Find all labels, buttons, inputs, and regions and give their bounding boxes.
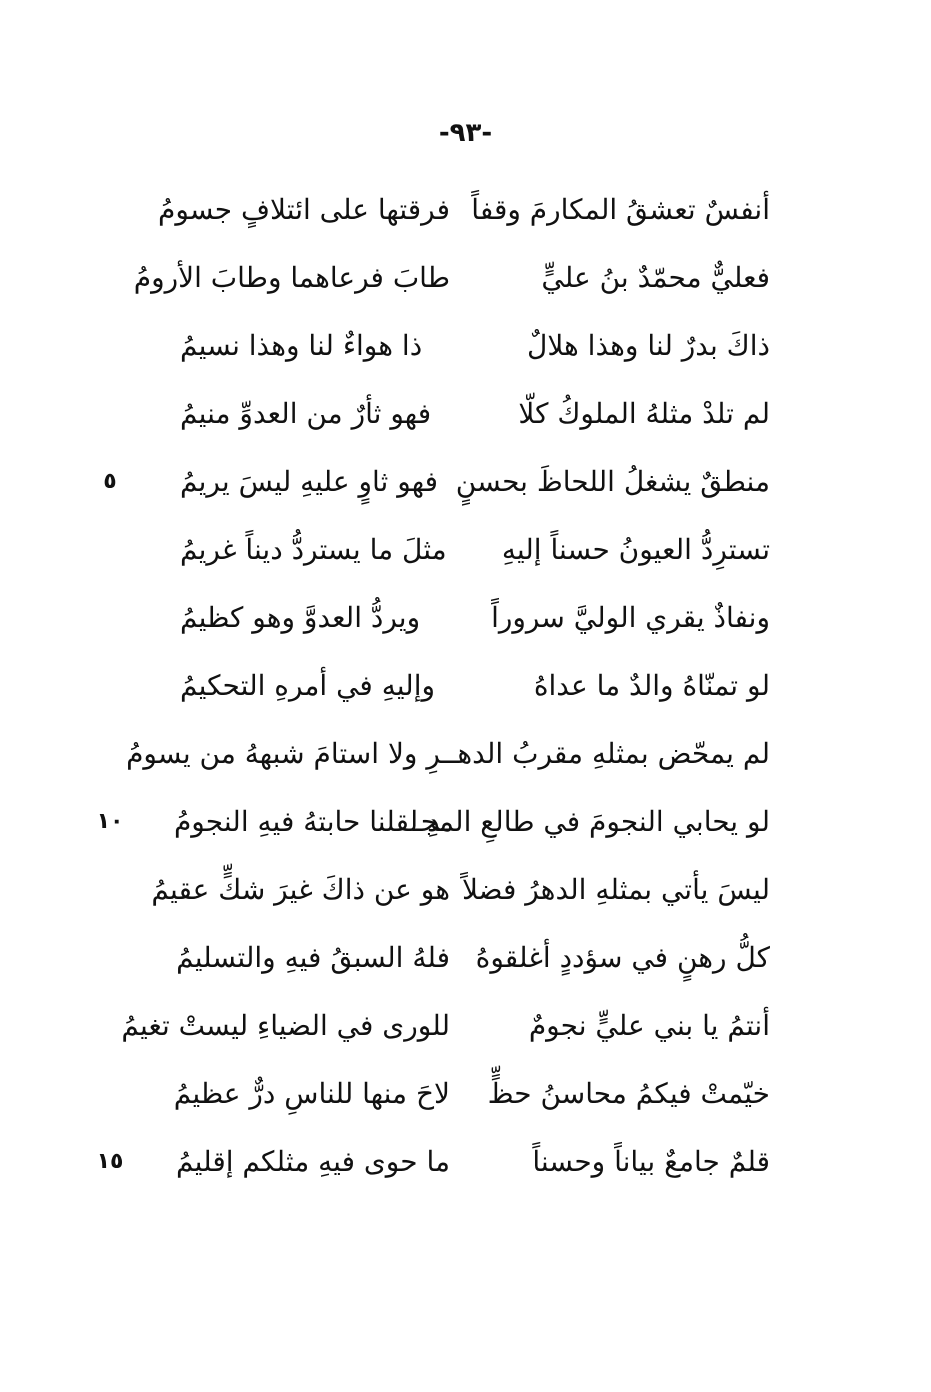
verse-second-hemistich: فلهُ السبقُ فيهِ والتسليمُ (176, 941, 450, 974)
verse-second-hemistich: مثلَ ما يستردُّ ديناً غريمُ (180, 533, 447, 566)
verse (176, 924, 770, 992)
verse-second-hemistich: ما حوى فيهِ مثلكم إقليمُ (176, 1145, 450, 1178)
verse (180, 516, 770, 584)
verse-first-hemistich: أنفسٌ تعشقُ المكارمَ وقفاً (471, 193, 770, 226)
verse-second-hemistich: طابَ فرعاهما وطابَ الأرومُ (133, 261, 450, 294)
verse (121, 992, 770, 1060)
verse (180, 652, 770, 720)
verse-first-hemistich: فعليٌّ محمّدٌ بنُ عليٍّ (541, 261, 770, 294)
verse-second-hemistich: ذا هواءٌ لنا وهذا نسيمُ (180, 329, 423, 362)
verse (126, 720, 770, 788)
verse-first-hemistich: لم تلدْ مثلهُ الملوكُ كلّا (518, 397, 770, 430)
verse (133, 244, 770, 312)
verse-second-hemistich: للورى في الضياءِ ليستْ تغيمُ (121, 1009, 450, 1042)
verse-second-hemistich: فهو ثأرٌ من العدوِّ منيمُ (180, 397, 432, 430)
verse (151, 856, 770, 924)
verse-first-hemistich: لو يحابي النجومَ في طالعِ المجـ (412, 805, 770, 838)
verse-first-hemistich: خيّمتْ فيكمُ محاسنُ حظٍّ (487, 1077, 770, 1110)
verse (180, 380, 770, 448)
verse (158, 176, 770, 244)
line-number-10: ١٠ (96, 809, 124, 834)
verse-second-hemistich: فهو ثاوٍ عليهِ ليسَ يريمُ (180, 465, 438, 498)
verse-first-hemistich: ليسَ يأتي بمثلهِ الدهرُ فضلاً (461, 873, 770, 906)
verse-second-hemistich: وإليهِ في أمرهِ التحكيمُ (180, 669, 435, 702)
verse (176, 1128, 770, 1196)
verse-first-hemistich: لم يمحّض بمثلهِ مقربُ الدهـ (449, 737, 770, 770)
verse (180, 312, 770, 380)
verse-second-hemistich: لاحَ منها للناسِ درٌّ عظيمُ (173, 1077, 450, 1110)
verse-first-hemistich: كلُّ رهنٍ في سؤددٍ أغلقوهُ (475, 941, 770, 974)
line-number-15: ١٥ (96, 1149, 124, 1174)
poem (121, 176, 770, 1196)
verse (180, 448, 770, 516)
verse-second-hemistich: هو عن ذاكَ غيرَ شكٍّ عقيمُ (151, 873, 450, 906)
verse (173, 1060, 770, 1128)
page-number: -٩٣- (438, 118, 493, 148)
line-number-5: ٥ (103, 469, 117, 494)
verse-first-hemistich: ذاكَ بدرٌ لنا وهذا هلالٌ (526, 329, 770, 362)
verse-second-hemistich: ـرِ ولا استامَ شبههُ من يسومُ (126, 737, 450, 770)
verse-first-hemistich: أنتمُ يا بني عليٍّ نجومٌ (528, 1009, 770, 1042)
verse-second-hemistich: فرقتها على ائتلافٍ جسومُ (158, 193, 450, 226)
verse-second-hemistich: ـدِ لقلنا حابتهُ فيهِ النجومُ (173, 805, 450, 838)
verse-first-hemistich: تسترِدُّ العيونُ حسناً إليهِ (501, 533, 770, 566)
verse-first-hemistich: قلمٌ جامعٌ بياناً وحسناً (532, 1145, 770, 1178)
verse-first-hemistich: ونفاذٌ يقري الوليَّ سروراً (491, 601, 770, 634)
verse (173, 788, 770, 856)
verse-first-hemistich: لو تمنّاهُ والدٌ ما عداهُ (533, 669, 770, 702)
verse (180, 584, 770, 652)
verse-second-hemistich: ويردُّ العدوَّ وهو كظيمُ (180, 601, 421, 634)
verse-first-hemistich: منطقٌ يشغلُ اللحاظَ بحسنٍ (455, 465, 770, 498)
